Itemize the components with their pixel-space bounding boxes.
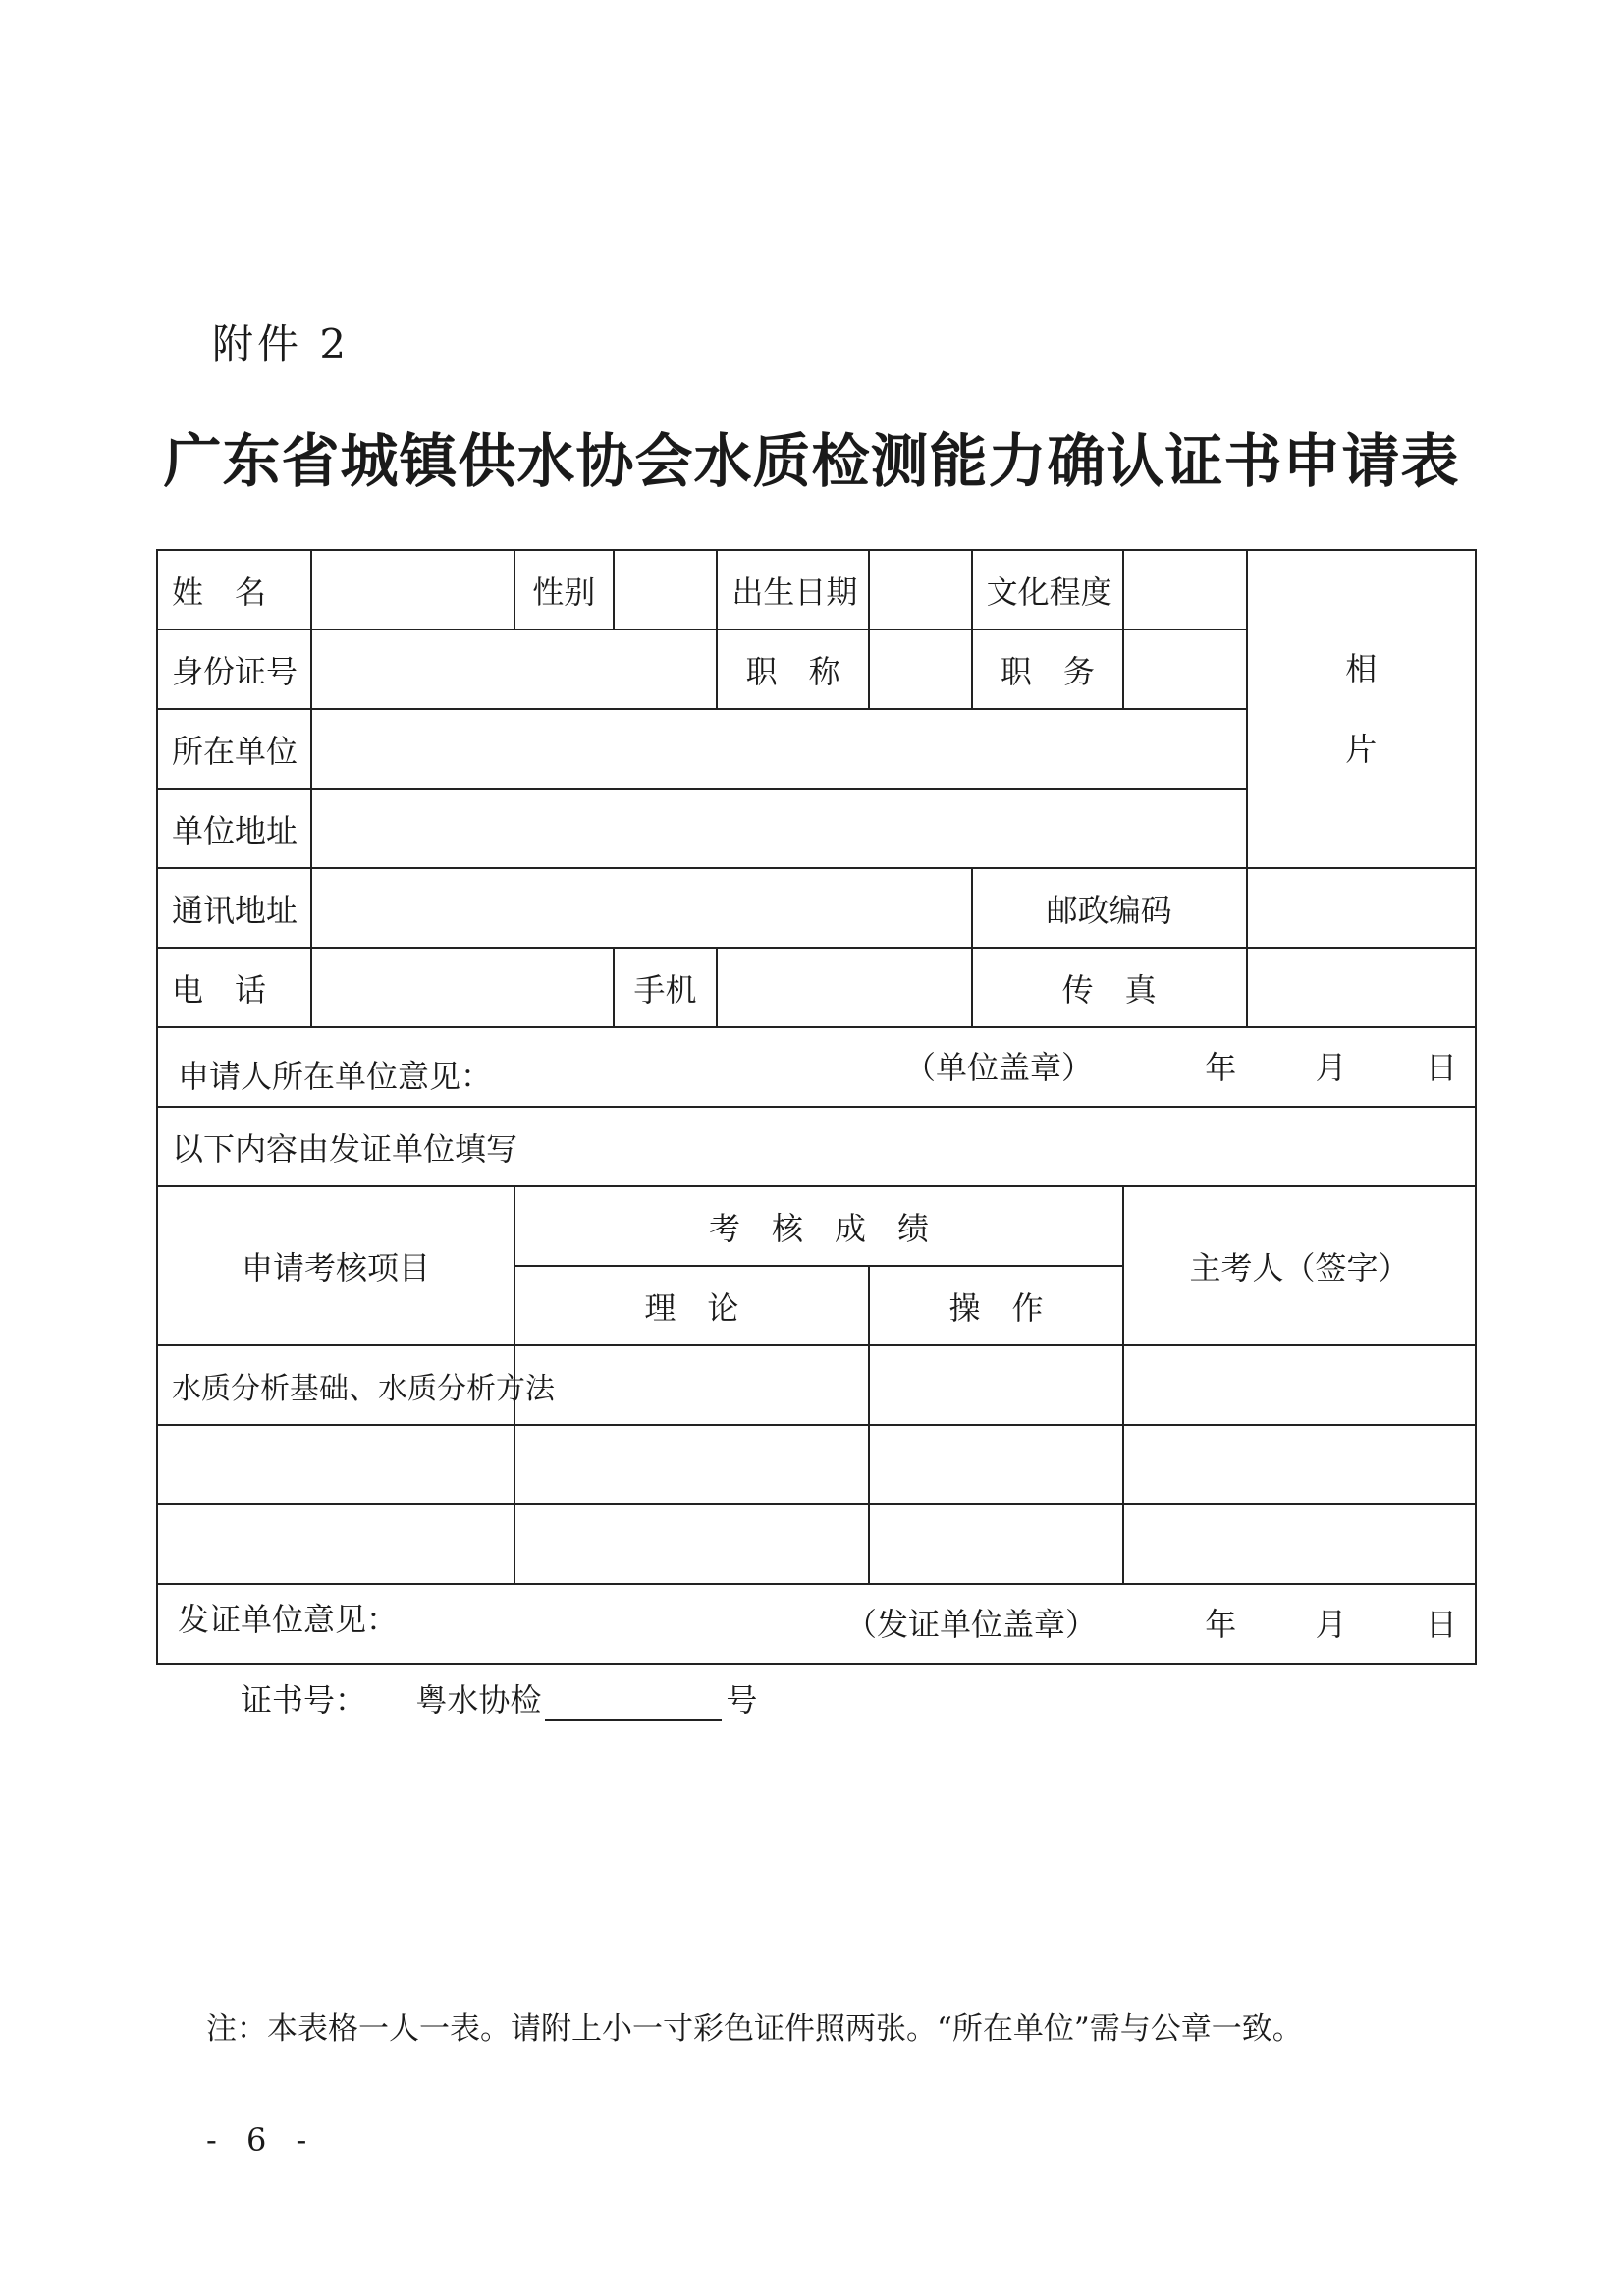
position-field[interactable]: [1123, 629, 1246, 709]
unit-date: [1205, 1043, 1457, 1088]
practice-score-3[interactable]: [869, 1504, 1123, 1584]
photo-box[interactable]: [1247, 550, 1476, 868]
unit-address-label: 单位地址: [157, 789, 311, 868]
education-label: 文化程度: [972, 550, 1124, 629]
phone-field[interactable]: [311, 948, 614, 1027]
application-form-table: [156, 549, 1477, 1719]
day-label: 日: [1425, 1049, 1457, 1086]
cert-suffix: 号: [726, 1681, 758, 1719]
birth-date-label: 出生日期: [717, 550, 869, 629]
unit-address-field[interactable]: [311, 789, 1247, 868]
practice-header: 操 作: [869, 1266, 1123, 1345]
year-label: 年: [1205, 1049, 1237, 1086]
phone-label: 电 话: [157, 948, 311, 1027]
attachment-label: 附件 2: [212, 320, 351, 368]
gender-field[interactable]: [614, 550, 718, 629]
mail-address-label: 通讯地址: [157, 868, 311, 948]
theory-score-2[interactable]: [514, 1425, 869, 1504]
id-number-field[interactable]: [311, 629, 718, 709]
exam-item-header: 申请考核项目: [157, 1186, 514, 1345]
gender-label: 性别: [514, 550, 614, 629]
position-label: 职 务: [972, 629, 1124, 709]
birth-date-field[interactable]: [869, 550, 972, 629]
photo-label-2: 片: [1345, 731, 1378, 768]
exam-item-3[interactable]: [157, 1504, 514, 1584]
theory-score-1[interactable]: [514, 1345, 869, 1425]
page-number: - 6 -: [206, 2121, 317, 2159]
issuer-stamp-label: （发证单位盖章）: [845, 1606, 1098, 1643]
photo-label-1: 相: [1345, 650, 1378, 687]
examiner-2[interactable]: [1123, 1425, 1476, 1504]
mobile-field[interactable]: [717, 948, 971, 1027]
exam-item-2[interactable]: [157, 1425, 514, 1504]
examiner-3[interactable]: [1123, 1504, 1476, 1584]
job-title-field[interactable]: [869, 629, 972, 709]
fax-field[interactable]: [1247, 948, 1476, 1027]
theory-header: 理 论: [514, 1266, 869, 1345]
mail-address-field[interactable]: [311, 868, 972, 948]
issuer-opinion-box[interactable]: [157, 1584, 1476, 1719]
unit-field[interactable]: [311, 709, 1247, 789]
education-field[interactable]: [1123, 550, 1246, 629]
name-field[interactable]: [311, 550, 514, 629]
postcode-label: 邮政编码: [972, 868, 1247, 948]
examiner-1[interactable]: [1123, 1345, 1476, 1425]
cert-prefix: 粤水协检: [415, 1681, 542, 1719]
mobile-label: 手机: [614, 948, 718, 1027]
unit-opinion-box[interactable]: [157, 1027, 1476, 1107]
name-label: 姓 名: [157, 550, 311, 629]
theory-score-3[interactable]: [514, 1504, 869, 1584]
cert-no-label: 证书号：: [241, 1681, 367, 1719]
footnote: 注：本表格一人一表。请附上小一寸彩色证件照两张。“所在单位”需与公章一致。: [206, 2011, 1303, 2047]
examiner-header: 主考人（签字）: [1123, 1186, 1476, 1345]
score-header: 考 核 成 绩: [514, 1186, 1123, 1266]
fax-label: 传 真: [972, 948, 1247, 1027]
id-number-label: 身份证号: [157, 629, 311, 709]
practice-score-1[interactable]: [869, 1345, 1123, 1425]
postcode-field[interactable]: [1247, 868, 1476, 948]
issuer-fill-label: 以下内容由发证单位填写: [157, 1107, 1476, 1186]
practice-score-2[interactable]: [869, 1425, 1123, 1504]
issuer-opinion-label: 发证单位意见：: [178, 1601, 399, 1638]
form-title: 广东省城镇供水协会水质检测能力确认证书申请表: [163, 427, 1460, 495]
month-label: 月: [1315, 1606, 1347, 1643]
year-label: 年: [1205, 1606, 1237, 1643]
day-label: 日: [1425, 1606, 1457, 1643]
month-label: 月: [1315, 1049, 1347, 1086]
exam-item-1: 水质分析基础、水质分析方法: [157, 1345, 514, 1425]
unit-stamp-label: （单位盖章）: [904, 1049, 1094, 1086]
unit-label: 所在单位: [157, 709, 311, 789]
certificate-number-line: [241, 1675, 757, 1721]
issuer-date: [1205, 1600, 1457, 1645]
unit-opinion-label: 申请人所在单位意见：: [178, 1058, 493, 1095]
cert-number-blank[interactable]: [545, 1687, 722, 1721]
job-title-label: 职 称: [717, 629, 869, 709]
